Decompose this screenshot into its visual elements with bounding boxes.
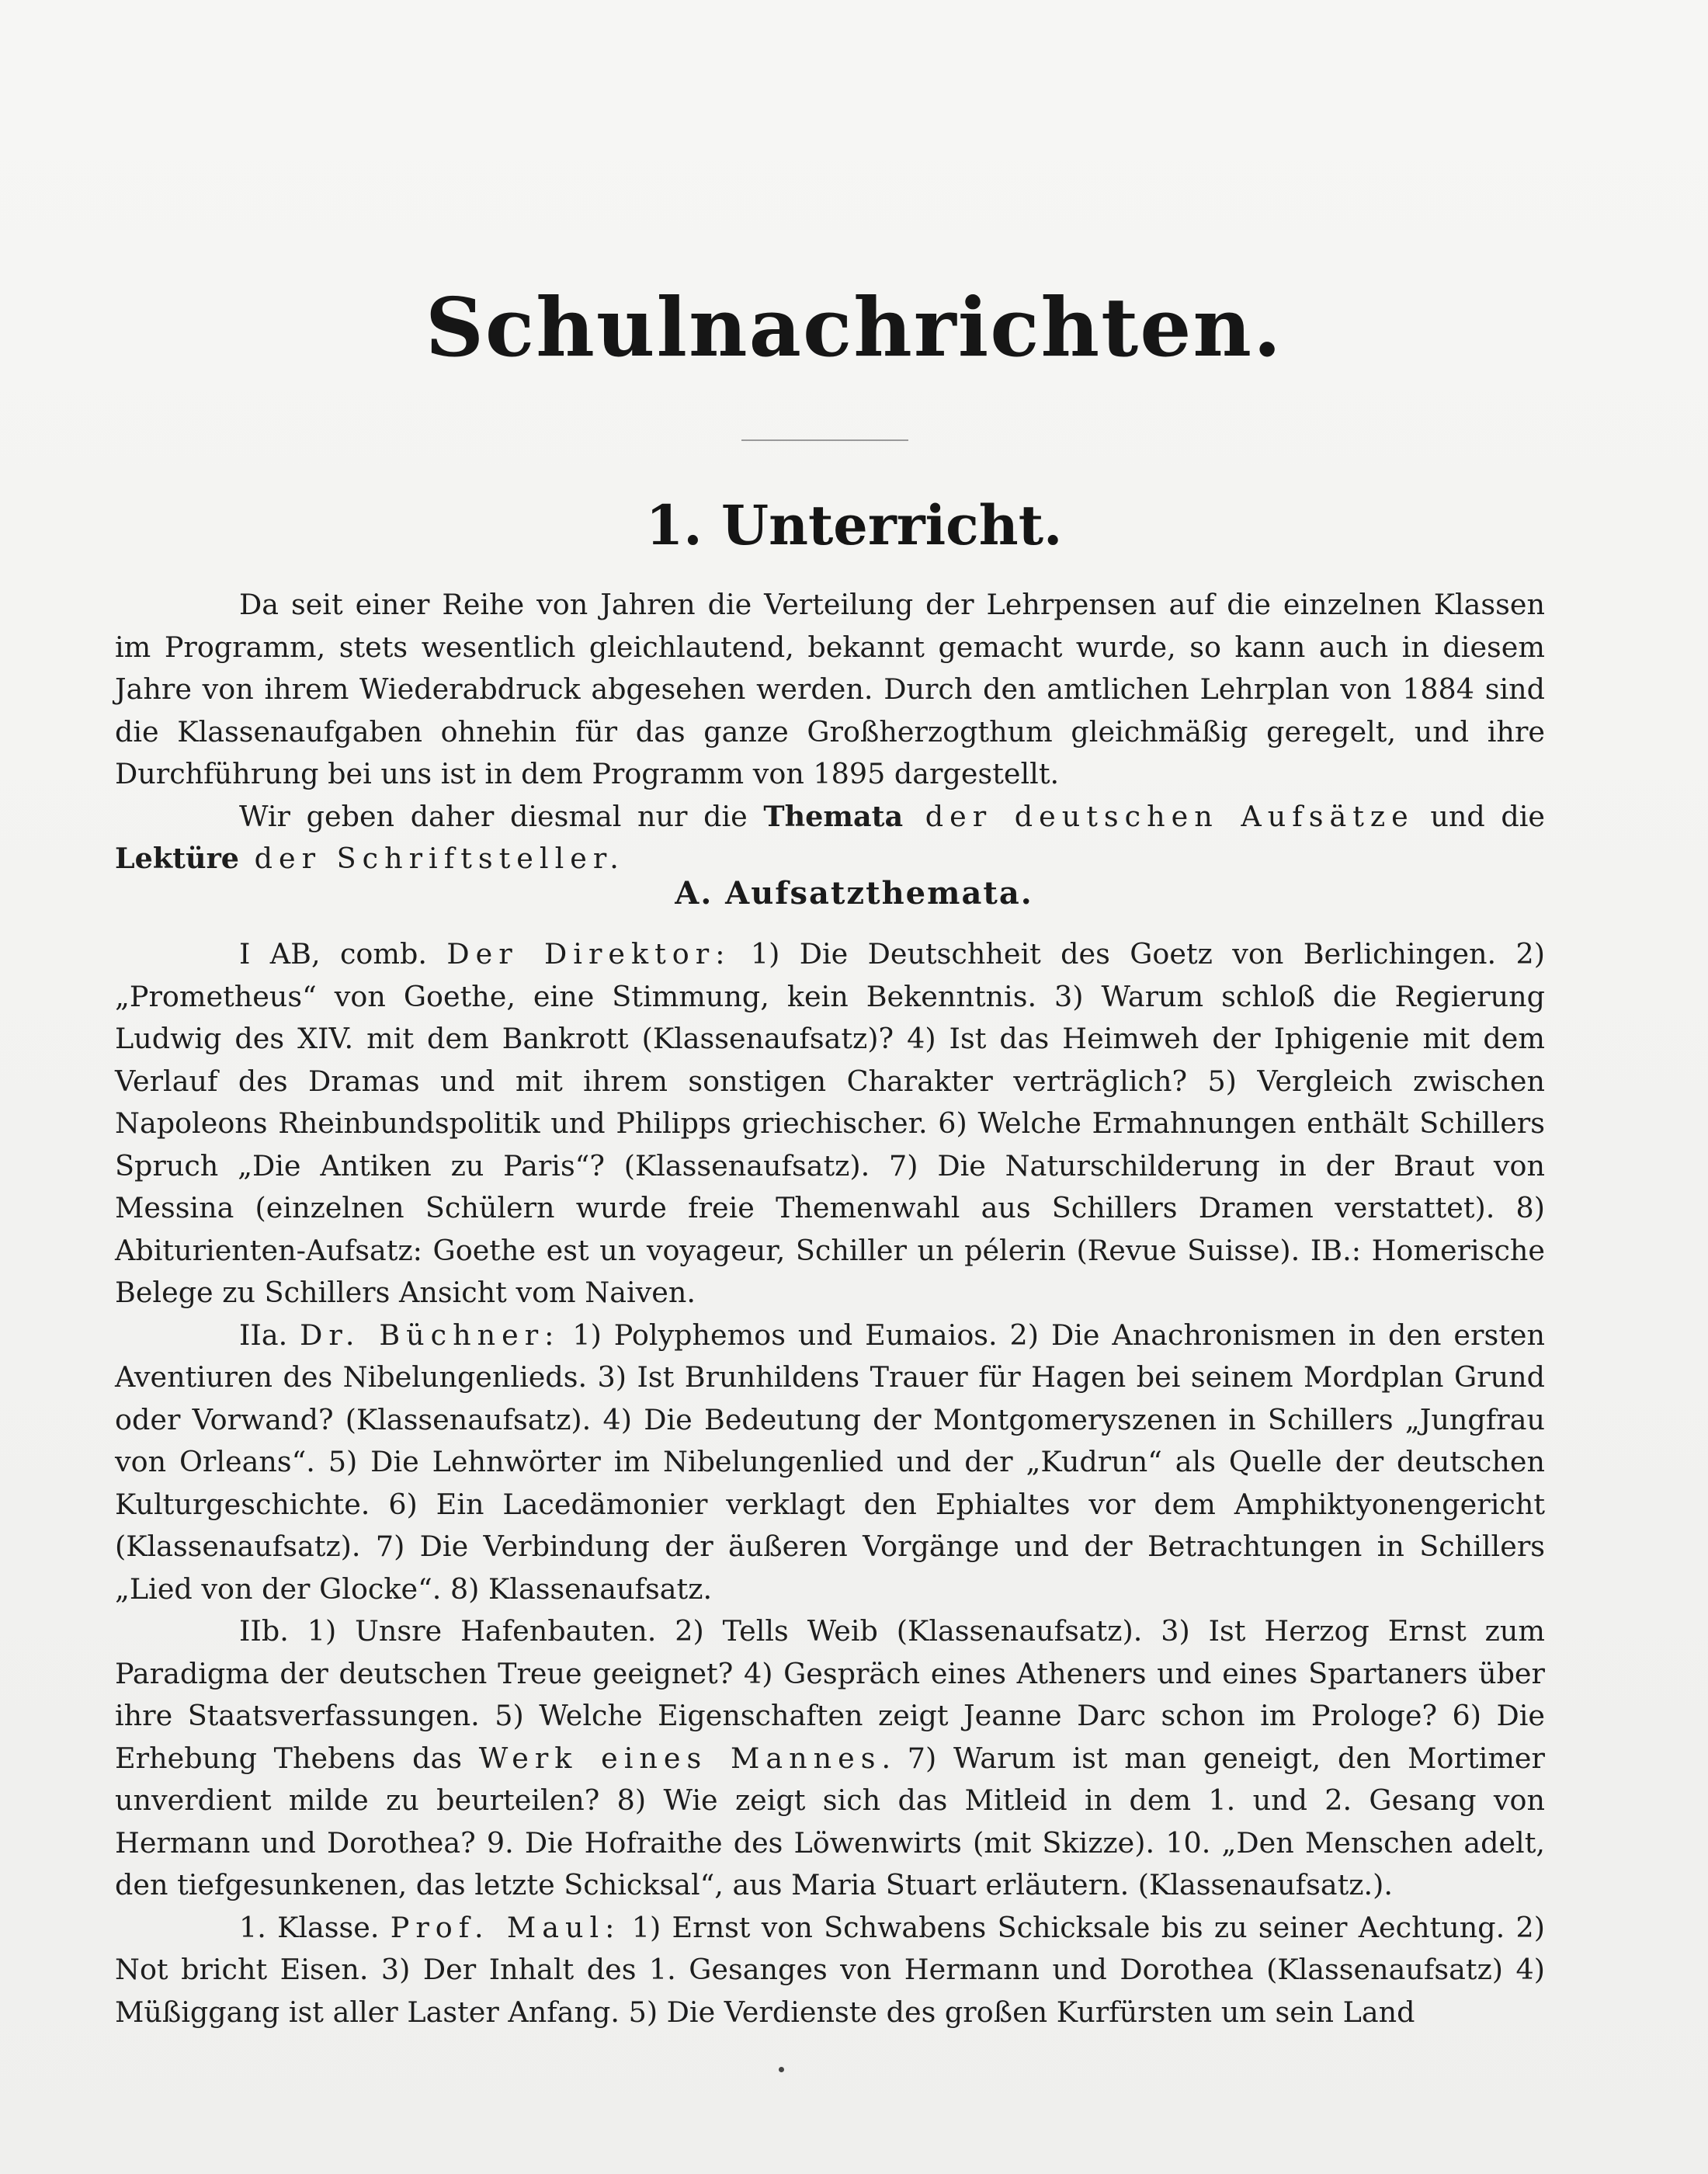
paragraph-1-klasse bbox=[115, 1907, 1545, 2034]
class-label: IIb. bbox=[239, 1614, 289, 1648]
paragraph-text: 1) Polyphemos und Eumaios. 2) Die Anachronismen in den ersten Aventiuren des Nibelungenlieds. 3) Ist Brunhildens Trauer für Hagen bei seinem Mordplan Grund oder Vorwand? (Klassenaufsatz). 4) Die Bedeutung der Montgomeryszenen in Schillers „Jungfrau von Orleans“. 5) Die Lehnwörter im Nibelungenlied und der „Kudrun“ als Quelle der deutschen Kulturgeschichte. 6) Ein Lacedämonier verklagt den Ephialtes vor dem Amphiktyonengericht (Klassenaufsatz). 7) Die Verbindung der äußeren Vorgänge und der Betrachtungen in Schillers „Lied von der Glocke“. 8) Klassenaufsatz. bbox=[115, 1318, 1545, 1606]
subsection-heading: A. Aufsatzthemata. bbox=[675, 875, 1033, 912]
teacher-name: Dr. Büchner: bbox=[300, 1318, 561, 1352]
intro-text-middle: der deutschen Aufsätze bbox=[903, 799, 1415, 833]
intro-text bbox=[115, 584, 1545, 880]
class-label: 1. Klasse. bbox=[239, 1910, 380, 1944]
intro-text-before: Wir geben daher diesmal nur die bbox=[239, 799, 764, 833]
ink-dot bbox=[779, 2067, 784, 2072]
intro-paragraph-2 bbox=[115, 796, 1545, 880]
essay-topics bbox=[115, 933, 1545, 2033]
title-divider bbox=[741, 439, 908, 441]
paragraph-i-ab bbox=[115, 933, 1545, 1314]
paragraph-text: 1) Unsre Hafenbauten. 2) Tells Weib (Klassenaufsatz). 3) Ist Herzog Ernst zum Paradigma der deutschen Treue geeignet? 4) Gespräch eines Atheners und eines Spartaners über ihre Staatsverfassungen. 5) Welche Eigenschaften zeigt Jeanne Darc schon im Prologe? 6) Die Erhebung Thebens das bbox=[115, 1614, 1545, 1775]
intro-text-after: der Schriftsteller. bbox=[239, 842, 625, 875]
teacher-name: Der Direktor: bbox=[446, 937, 731, 971]
paragraph-text: 1) Die Deutschheit des Goetz von Berlichingen. 2) „Prometheus“ von Goethe, eine Stimmung, kein Bekenntnis. 3) Warum schloß die Regierung Ludwig des XIV. mit dem Bankrott (Klassenaufsatz)? 4) Ist das Heimweh der Iphigenie mit dem Verlauf des Dramas und mit ihrem sonstigen Charakter verträglich? 5) Vergleich zwischen Napoleons Rheinbundspolitik und Philipps griechischer. 6) Welche Ermahnungen enthält Schillers Spruch „Die Antiken zu Paris“? (Klassenaufsatz). 7) Die Naturschilderung in der Braut von Messina (einzelnen Schülern wurde freie Themenwahl aus Schillers Dramen verstattet). 8) Abiturienten-Aufsatz: Goethe est un voyageur, Schiller un pélerin (Revue Suisse). IB.: Homerische Belege zu Schillers Ansicht vom Naiven. bbox=[115, 937, 1545, 1309]
paragraph-text-after: . 7) Warum ist man geneigt, den Mortimer unverdient milde zu beurteilen? 8) Wie zeigt sich das Mitleid in dem 1. und 2. Gesang von Hermann und Dorothea? 9. Die Hofraithe des Löwenwirts (mit Skizze). 10. „Den Menschen adelt, den tiefgesunkenen, das letzte Schicksal“, aus Maria Stuart erläutern. (Klassenaufsatz.). bbox=[115, 1741, 1545, 1901]
page-title: Schulnachrichten. bbox=[425, 280, 1283, 375]
teacher-name: Prof. Maul: bbox=[390, 1910, 621, 1944]
class-label: IIa. bbox=[239, 1318, 288, 1352]
intro-paragraph-1: Da seit einer Reihe von Jahren die Verteilung der Lehrpensen auf die einzelnen Klassen im Programm, stets wesentlich gleichlautend, bekannt gemacht wurde, so kann auch in diesem Jahre von ihrem Wiederabdruck abgesehen werden. Durch den amtlichen Lehrplan von 1884 sind die Klassenaufgaben ohnehin für das ganze Großherzogthum gleichmäßig geregelt, und ihre Durchführung bei uns ist in dem Programm von 1895 dargestellt. bbox=[115, 588, 1545, 790]
section-heading: 1. Unterricht. bbox=[645, 493, 1063, 557]
lektuere-emphasis: Lektüre bbox=[115, 842, 240, 875]
paragraph-ii-a bbox=[115, 1314, 1545, 1611]
themata-emphasis: Themata bbox=[763, 799, 904, 833]
paragraph-ii-b bbox=[115, 1610, 1545, 1907]
intro-text-and: und die bbox=[1414, 799, 1545, 833]
class-label: I AB, comb. bbox=[239, 937, 427, 971]
paragraph-text: 1) Ernst von Schwabens Schicksale bis zu seiner Aechtung. 2) Not bricht Eisen. 3) Der Inhalt des 1. Gesanges von Hermann und Dorothea (Klassenaufsatz) 4) Müßiggang ist aller Laster Anfang. 5) Die Verdienste des großen Kurfürsten um sein Land bbox=[115, 1910, 1546, 2029]
emphasized-phrase: Werk eines Mannes bbox=[478, 1741, 882, 1775]
